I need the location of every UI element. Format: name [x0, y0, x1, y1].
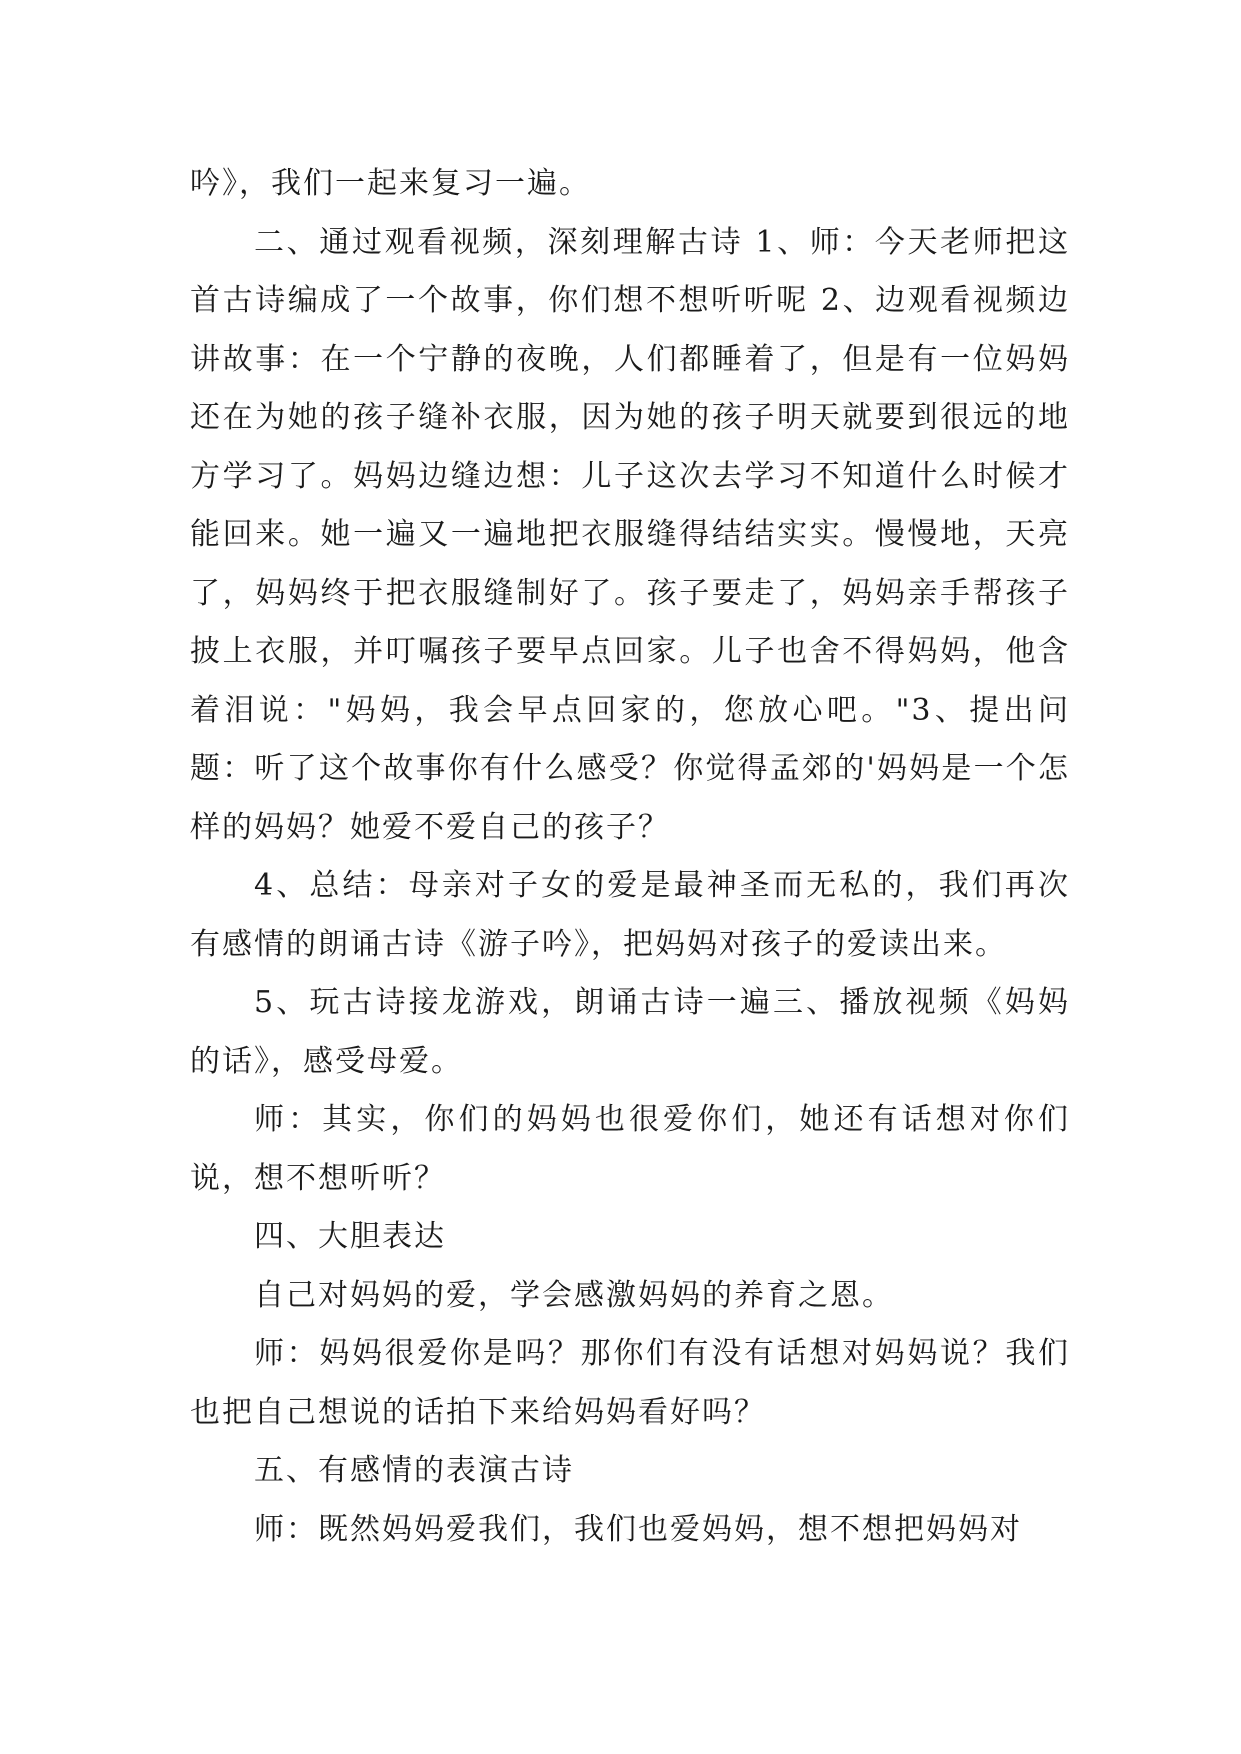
paragraph-5: 师：其实，你们的妈妈也很爱你们，她还有话想对你们说，想不想听听？ [190, 1102, 1070, 1196]
paragraph-7: 师：妈妈很爱你是吗？那你们有没有话想对妈妈说？我们也把自己想说的话拍下来给妈妈看好吗？ [190, 1336, 1070, 1430]
paragraph-1: 吟》，我们一起来复习一遍。 [190, 166, 591, 201]
paragraph-6: 自己对妈妈的爱，学会感激妈妈的养育之恩。 [254, 1277, 894, 1313]
paragraph-4: 5、玩古诗接龙游戏，朗诵古诗一遍三、播放视频《妈妈的话》，感受母爱。 [190, 985, 1070, 1079]
section-heading-4: 四、大胆表达 [254, 1219, 446, 1254]
paragraph-2: 二、通过观看视频，深刻理解古诗 1、师：今天老师把这首古诗编成了一个故事，你们想不想听听呢 2、边观看视频边讲故事：在一个宁静的夜晚，人们都睡着了，但是有一位妈妈还在为她的孩子缝补衣服，因为她的孩子明天就要到很远的地方学习了。妈妈边缝边想：儿子这次去学习不知道什么时候才能回来。她一遍又一遍地把衣服缝得结结实实。慢慢地，天亮了，妈妈终于把衣服缝制好了。孩子要走了，妈妈亲手帮孩子披上衣服，并叮嘱孩子要早点回家。儿子也舍不得妈妈，他含着泪说："妈妈，我会早点回家的，您放心吧。"3、提出问题：听了这个故事你有什么感受？你觉得孟郊的'妈妈是一个怎样的妈妈？她爱不爱自己的孩子？ [190, 224, 1070, 845]
section-heading-5: 五、有感情的表演古诗 [254, 1453, 574, 1488]
paragraph-8: 师：既然妈妈爱我们，我们也爱妈妈，想不想把妈妈对 [254, 1511, 1022, 1547]
document-page [190, 155, 1070, 1559]
paragraph-3: 4、总结：母亲对子女的爱是最神圣而无私的，我们再次有感情的朗诵古诗《游子吟》，把妈妈对孩子的爱读出来。 [190, 868, 1070, 962]
